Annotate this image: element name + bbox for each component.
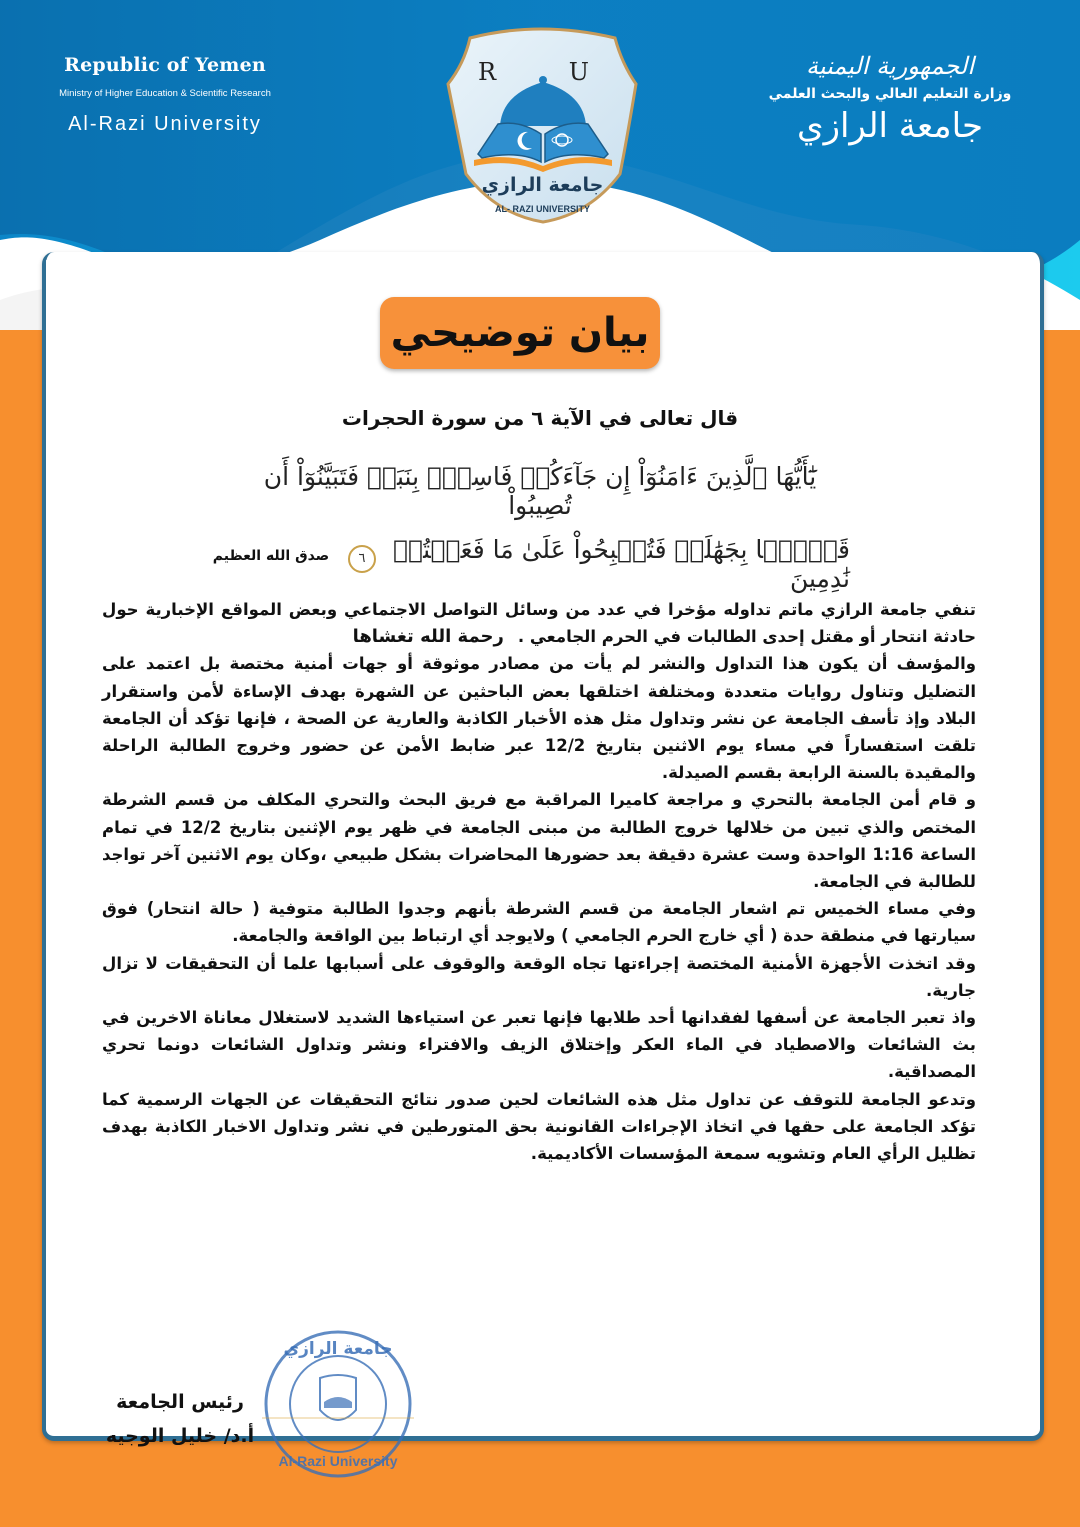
country-name-ar: الجمهورية اليمنية	[805, 52, 975, 80]
quran-verse-line-2: قَوۡمَۢا بِجَهَٰلَةٖ فَتُصۡبِحُواْ عَلَىٰ مَا فَعَلۡتُمۡ نَٰدِمِينَ	[393, 535, 850, 593]
logo-letter-r: R	[478, 58, 497, 86]
paragraph: واذ تعبر الجامعة عن أسفها لفقدانها أحد طلابها فإنها تعبر عن استياءها الشديد لاستغلال معاناة الاخرين في بث الشائعات والاصطياد في الماء العكر وإختلاق الزيف والافتراء ونشر وتداول الشائعات دونما تحري المصداقية.	[102, 1008, 976, 1082]
country-name-en: Republic of Yemen	[64, 54, 266, 76]
paragraph: وقد اتخذت الأجهزة الأمنية المختصة إجراءتها تجاه الوقعة والوقوف على أسبابها علما أن التحقيقات لا تزال جارية.	[102, 953, 976, 1000]
university-logo	[440, 24, 645, 224]
logo-name-ar: جامعة الرازي	[481, 174, 604, 196]
paragraph: و قام أمن الجامعة بالتحري و مراجعة كاميرا المراقبة مع فريق البحث والتحري المكلف من قسم الشرطة المختص والذي تبين من خلالها خروج الطالبة من مبنى الجامعة في ظهر يوم الإثنين بتاريخ 12/2 في تمام الساعة 1:16 الواحدة وست عشرة دقيقة بعد حضورها المحاضرات بشكل طبيعي ،وكان يوم الاثنين آخر تواجد للطالبة في الجامعة.	[102, 790, 977, 892]
document-title-box	[380, 297, 660, 369]
logo-letter-u: U	[568, 58, 589, 86]
ministry-name-ar: وزارة التعليم العالي والبحث العلمي	[768, 86, 1012, 102]
university-name-en: Al-Razi University	[68, 113, 262, 135]
condolence-text: رحمة الله تغشاها	[352, 626, 504, 648]
verse-intro: قال تعالى في الآية ٦ من سورة الحجرات	[341, 406, 739, 430]
stamp-text-en: Al-Razi University	[278, 1453, 398, 1469]
signatory-role: رئيس الجامعة	[116, 1391, 244, 1413]
paragraph: والمؤسف أن يكون هذا التداول والنشر لم يأت من مصادر موثوقة أو جهات أمنية مختصة بل اعتمد على التضليل وتناول روايات متعددة ومختلفة اختلقها بعض الباحثين عن الشهرة بهدف الإساءة لأمن واستقرار البلاد وإذ تأسف الجامعة عن نشر وتداول مثل هذه الأخبار الكاذبة والعارية عن الصحة ، فإنها تؤكد أن الجامعة تلقت استفساراً في مساء يوم الاثنين بتاريخ 12/2 عبر ضابط الأمن عن حضور وخروج الطالبة الراحلة والمقيدة بالسنة الرابعة بقسم الصيدلة.	[102, 654, 976, 783]
ministry-name-en: Ministry of Higher Education & Scientific Research	[59, 88, 271, 99]
university-stamp-icon	[258, 1326, 418, 1481]
stamp-text-ar: جامعة الرازي	[283, 1339, 393, 1359]
statement-body	[102, 596, 976, 1167]
signatory-name: أ.د/ خليل الوجيه	[105, 1425, 255, 1447]
header-right-text	[730, 52, 1050, 146]
paragraph	[102, 596, 976, 650]
verse-closing: صدق الله العظيم	[212, 548, 330, 564]
paragraph-text: تنفي جامعة الرازي ماتم تداوله مؤخرا في عدد من وسائل التواصل الاجتماعي وبعض المواقع الإخبارية حول حادثة انتحار أو مقتل إحدى الطالبات في الحرم الجامعي .	[102, 600, 976, 647]
quran-verse-line-1: يَٰٓأَيُّهَا ٱلَّذِينَ ءَامَنُوٓاْ إِن جَآءَكُمۡ فَاسِقُۢ بِنَبَإٖ فَتَبَيَّنُوٓاْ أَن تُصِيبُواْ	[263, 462, 817, 520]
paragraph: وفي مساء الخميس تم اشعار الجامعة من قسم الشرطة بأنهم وجدوا الطالبة متوفية ( حالة انتحار) فوق سيارتها في منطقة حدة ( أي خارج الحرم الجامعي ) ولايوجد أي ارتباط بين الواقعة والجامعة.	[102, 899, 976, 946]
university-name-ar: جامعة الرازي	[796, 106, 984, 146]
ayah-number-marker-icon: ٦	[348, 545, 376, 573]
paragraph: وتدعو الجامعة للتوقف عن تداول مثل هذه الشائعات لحين صدور نتائج التحقيقات عن الجهات الرسمية كما تؤكد الجامعة على حقها في اتخاذ الإجراءات القانونية بحق المتورطين في نشر وتداول الاخبار الكاذبة بهدف تظليل الرأي العام وتشويه سمعة المؤسسات الأكاديمية.	[102, 1089, 976, 1164]
logo-name-en: AL- RAZI UNIVERSITY	[494, 204, 590, 214]
header-left-text	[0, 54, 330, 136]
document-title: بيان توضيحي	[390, 310, 650, 356]
signature-block	[100, 1385, 260, 1453]
